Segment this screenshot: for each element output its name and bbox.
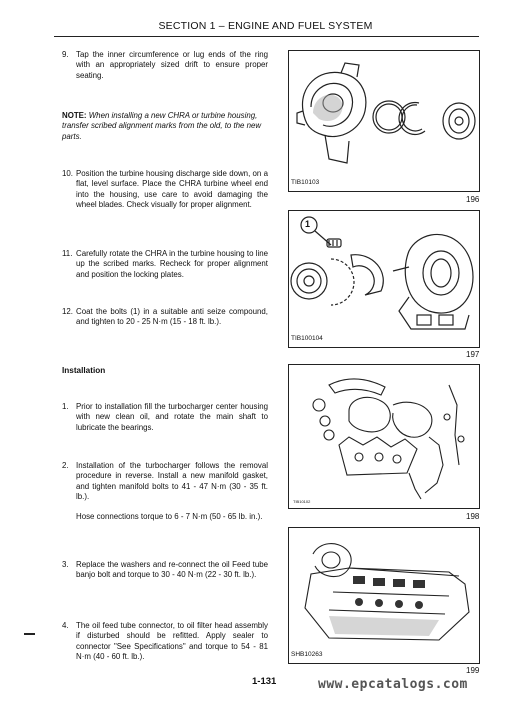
note (62, 111, 268, 142)
callout-number: 1 (305, 219, 311, 229)
figure-196 (288, 50, 480, 192)
figure-code: TIB10102 (293, 499, 311, 504)
installation-heading: Installation (62, 366, 106, 375)
step-text: Installation of the turbocharger follows the removal procedure in reverse. Install a new manifold gasket, and tighten manifold bolts to 41 - 47 N·m (30 - 35 ft. lb.). (76, 461, 268, 501)
step-number: 9. (62, 50, 69, 59)
note-label: NOTE: (62, 111, 87, 120)
figure-number: 197 (466, 350, 480, 359)
step-number: 3. (62, 560, 69, 569)
step-number: 4. (62, 621, 69, 630)
figure-number: 196 (466, 195, 480, 204)
step-text: Position the turbine housing discharge side down, on a flat, level surface. Place the CHRA turbine wheel end into the housing, use care to avoid damaging the wheel blades. Check visually for proper alignment. (76, 169, 268, 209)
figure-197 (288, 210, 480, 348)
turbocharger-manifold-exploded-illustration (289, 365, 479, 508)
margin-mark (24, 633, 35, 635)
figure-number: 199 (466, 666, 480, 675)
engine-with-turbo-illustration (289, 528, 479, 663)
step-number: 10. (62, 169, 73, 178)
figure-199 (288, 527, 480, 664)
step-text: Replace the washers and re-connect the oil Feed tube banjo bolt and torque to 30 - 40 N·m (22 - 30 ft. lb.). (76, 560, 268, 580)
step-number: 1. (62, 402, 69, 411)
step-text: Tap the inner circumference or lug ends of the ring with an appropriately sized drift to ensure proper seating. (76, 50, 268, 80)
watermark: www.epcatalogs.com (318, 677, 468, 692)
turbine-housing-bolt-callout-illustration (289, 211, 479, 347)
page-number: 1-131 (252, 676, 277, 687)
install-step-4 (62, 621, 268, 663)
step-12 (62, 307, 268, 339)
figure-code: TIB10103 (291, 179, 320, 186)
install-step-3 (62, 560, 268, 592)
figure-198 (288, 364, 480, 509)
step-number: 2. (62, 461, 69, 470)
figure-code: TIB100104 (291, 335, 323, 342)
step-text: The oil feed tube connector, to oil filter head assembly if disturbed should be refitted. Apply sealer to connector "See Specifications" and torque to 54 - 81 N·m (40 - 60 ft. lb.). (76, 621, 268, 661)
step-10 (62, 169, 268, 221)
step-text: Prior to installation fill the turbocharger center housing with new clean oil, and rotate the main shaft to lubricate the bearings. (76, 402, 268, 432)
install-step-2 (62, 461, 268, 503)
figure-code: SHB10263 (291, 651, 323, 658)
step-text: Carefully rotate the CHRA in the turbine housing to line up the scribed marks. Recheck for proper alignment and position the locking plates. (76, 249, 268, 279)
header-rule (54, 36, 479, 37)
figure-number: 198 (466, 512, 480, 521)
note-text: When installing a new CHRA or turbine housing, transfer scribed alignment marks from the old, to the new parts. (62, 111, 262, 141)
install-step-2-hose (62, 512, 268, 534)
install-step-1 (62, 402, 268, 434)
step-11 (62, 249, 268, 281)
section-header: SECTION 1 – ENGINE AND FUEL SYSTEM (158, 20, 373, 32)
step-text: Coat the bolts (1) in a suitable anti seize compound, and tighten to 20 - 25 N·m (15 - 18 ft. lb.). (76, 307, 268, 327)
step-text: Hose connections torque to 6 - 7 N·m (50 - 65 lb. in.). (76, 512, 263, 521)
turbo-housing-and-rings-illustration (289, 51, 479, 191)
step-number: 11. (62, 249, 73, 258)
step-9 (62, 50, 268, 82)
step-number: 12. (62, 307, 73, 316)
